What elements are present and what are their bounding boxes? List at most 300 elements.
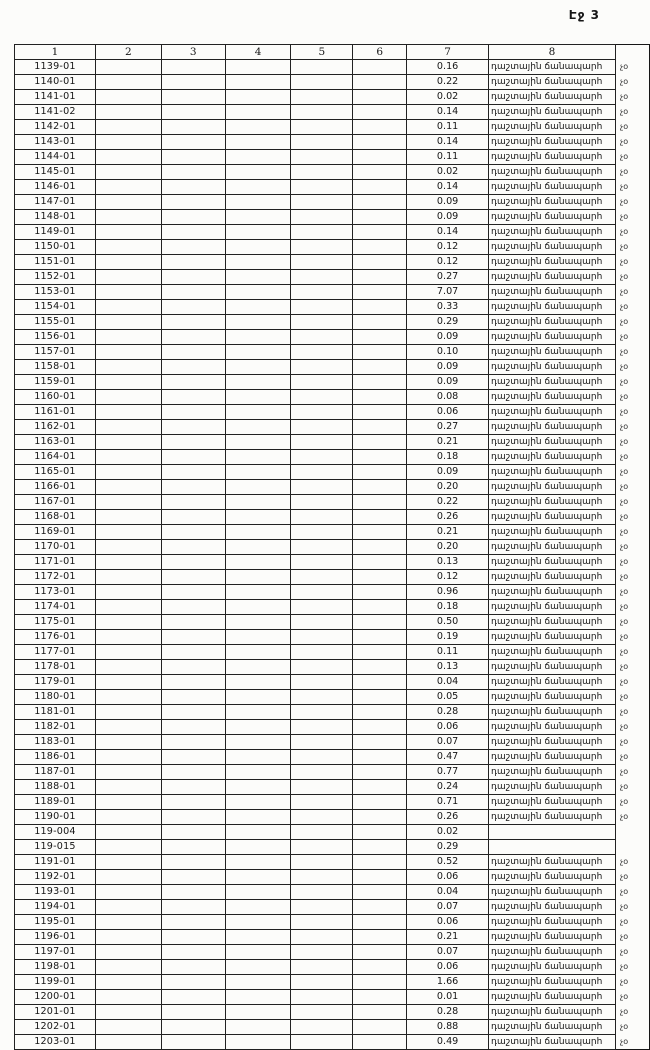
empty-cell-col6 bbox=[353, 60, 407, 75]
table-row bbox=[15, 975, 650, 990]
empty-cell-col3 bbox=[161, 255, 225, 270]
area-value-cell: 0.12 bbox=[407, 255, 489, 270]
margin-mark: չօ bbox=[620, 362, 629, 371]
table-row bbox=[15, 915, 650, 930]
parcel-id-cell: 1156-01 bbox=[15, 330, 96, 345]
table-row bbox=[15, 120, 650, 135]
empty-cell-col4 bbox=[225, 525, 291, 540]
parcel-id-cell: 1147-01 bbox=[15, 195, 96, 210]
margin-mark: չօ bbox=[620, 407, 629, 416]
empty-cell-col2 bbox=[95, 795, 161, 810]
land-use-cell: դաշտային ճանապարհ bbox=[489, 660, 616, 675]
empty-cell-col4 bbox=[225, 885, 291, 900]
empty-cell-col4 bbox=[225, 330, 291, 345]
empty-cell-col4 bbox=[225, 660, 291, 675]
table-row bbox=[15, 510, 650, 525]
parcel-id-cell: 1146-01 bbox=[15, 180, 96, 195]
table-row bbox=[15, 795, 650, 810]
land-use-cell bbox=[489, 825, 616, 840]
empty-cell-col5 bbox=[291, 930, 353, 945]
empty-cell-col6 bbox=[353, 165, 407, 180]
column-header-5: 5 bbox=[291, 45, 353, 60]
parcel-id-cell: 1195-01 bbox=[15, 915, 96, 930]
area-value-cell: 0.50 bbox=[407, 615, 489, 630]
empty-cell-col3 bbox=[161, 885, 225, 900]
empty-cell-col5 bbox=[291, 255, 353, 270]
empty-cell-col5 bbox=[291, 405, 353, 420]
table-row bbox=[15, 945, 650, 960]
empty-cell-col5 bbox=[291, 540, 353, 555]
empty-cell-col3 bbox=[161, 705, 225, 720]
empty-cell-col5 bbox=[291, 150, 353, 165]
empty-cell-col2 bbox=[95, 180, 161, 195]
empty-cell-col3 bbox=[161, 795, 225, 810]
parcel-id-cell: 1171-01 bbox=[15, 555, 96, 570]
land-use-cell: դաշտային ճանապարհ bbox=[489, 390, 616, 405]
parcel-id-cell: 1157-01 bbox=[15, 345, 96, 360]
margin-mark: չօ bbox=[620, 392, 629, 401]
margin-mark: չօ bbox=[620, 1022, 629, 1031]
land-use-cell: դաշտային ճանապարհ bbox=[489, 645, 616, 660]
margin-mark bbox=[616, 825, 650, 840]
land-use-cell: դաշտային ճանապարհ bbox=[489, 915, 616, 930]
empty-cell-col4 bbox=[225, 270, 291, 285]
empty-cell-col4 bbox=[225, 300, 291, 315]
margin-mark: չօ bbox=[620, 767, 629, 776]
empty-cell-col5 bbox=[291, 1020, 353, 1035]
empty-cell-col5 bbox=[291, 105, 353, 120]
empty-cell-col4 bbox=[225, 435, 291, 450]
land-use-cell: դաշտային ճանապարհ bbox=[489, 375, 616, 390]
empty-cell-col6 bbox=[353, 1035, 407, 1050]
area-value-cell: 0.06 bbox=[407, 915, 489, 930]
empty-cell-col6 bbox=[353, 885, 407, 900]
area-value-cell: 0.21 bbox=[407, 525, 489, 540]
parcel-id-cell: 1169-01 bbox=[15, 525, 96, 540]
area-value-cell: 0.04 bbox=[407, 675, 489, 690]
empty-cell-col5 bbox=[291, 615, 353, 630]
empty-cell-col6 bbox=[353, 120, 407, 135]
margin-mark: չօ bbox=[620, 62, 629, 71]
empty-cell-col3 bbox=[161, 300, 225, 315]
table-row bbox=[15, 255, 650, 270]
table-row bbox=[15, 840, 650, 855]
empty-cell-col2 bbox=[95, 450, 161, 465]
empty-cell-col2 bbox=[95, 1035, 161, 1050]
empty-cell-col4 bbox=[225, 375, 291, 390]
empty-cell-col4 bbox=[225, 345, 291, 360]
parcel-id-cell: 1187-01 bbox=[15, 765, 96, 780]
table-row bbox=[15, 225, 650, 240]
empty-cell-col5 bbox=[291, 840, 353, 855]
table-row bbox=[15, 405, 650, 420]
table-row bbox=[15, 555, 650, 570]
empty-cell-col4 bbox=[225, 420, 291, 435]
area-value-cell: 0.77 bbox=[407, 765, 489, 780]
area-value-cell: 0.16 bbox=[407, 60, 489, 75]
empty-cell-col2 bbox=[95, 360, 161, 375]
empty-cell-col6 bbox=[353, 450, 407, 465]
table-row bbox=[15, 285, 650, 300]
empty-cell-col3 bbox=[161, 645, 225, 660]
land-use-cell: դաշտային ճանապարհ bbox=[489, 435, 616, 450]
empty-cell-col5 bbox=[291, 915, 353, 930]
land-use-cell: դաշտային ճանապարհ bbox=[489, 150, 616, 165]
table-row bbox=[15, 420, 650, 435]
empty-cell-col5 bbox=[291, 465, 353, 480]
empty-cell-col4 bbox=[225, 1020, 291, 1035]
empty-cell-col4 bbox=[225, 990, 291, 1005]
empty-cell-col2 bbox=[95, 555, 161, 570]
empty-cell-col6 bbox=[353, 795, 407, 810]
table-row bbox=[15, 525, 650, 540]
table-row bbox=[15, 90, 650, 105]
parcel-id-cell: 1194-01 bbox=[15, 900, 96, 915]
empty-cell-col3 bbox=[161, 90, 225, 105]
empty-cell-col3 bbox=[161, 720, 225, 735]
area-value-cell: 0.09 bbox=[407, 375, 489, 390]
empty-cell-col4 bbox=[225, 810, 291, 825]
empty-cell-col4 bbox=[225, 180, 291, 195]
empty-cell-col6 bbox=[353, 870, 407, 885]
empty-cell-col4 bbox=[225, 690, 291, 705]
area-value-cell: 0.27 bbox=[407, 420, 489, 435]
empty-cell-col6 bbox=[353, 555, 407, 570]
margin-header-spacer bbox=[616, 45, 650, 60]
empty-cell-col5 bbox=[291, 300, 353, 315]
empty-cell-col4 bbox=[225, 735, 291, 750]
empty-cell-col3 bbox=[161, 315, 225, 330]
empty-cell-col2 bbox=[95, 870, 161, 885]
land-use-cell: դաշտային ճանապարհ bbox=[489, 75, 616, 90]
empty-cell-col6 bbox=[353, 135, 407, 150]
empty-cell-col3 bbox=[161, 630, 225, 645]
area-value-cell: 0.08 bbox=[407, 390, 489, 405]
empty-cell-col4 bbox=[225, 510, 291, 525]
area-value-cell: 0.18 bbox=[407, 450, 489, 465]
empty-cell-col2 bbox=[95, 480, 161, 495]
empty-cell-col6 bbox=[353, 390, 407, 405]
margin-mark: չօ bbox=[620, 692, 629, 701]
parcel-id-cell: 1180-01 bbox=[15, 690, 96, 705]
table-row bbox=[15, 660, 650, 675]
empty-cell-col3 bbox=[161, 120, 225, 135]
margin-mark: չօ bbox=[620, 707, 629, 716]
area-value-cell: 0.49 bbox=[407, 1035, 489, 1050]
parcel-id-cell: 1173-01 bbox=[15, 585, 96, 600]
empty-cell-col6 bbox=[353, 675, 407, 690]
land-use-cell: դաշտային ճանապարհ bbox=[489, 90, 616, 105]
empty-cell-col6 bbox=[353, 645, 407, 660]
empty-cell-col3 bbox=[161, 495, 225, 510]
parcel-id-cell: 1168-01 bbox=[15, 510, 96, 525]
margin-mark: չօ bbox=[620, 782, 629, 791]
parcel-id-cell: 119-015 bbox=[15, 840, 96, 855]
area-value-cell: 0.02 bbox=[407, 165, 489, 180]
area-value-cell: 0.10 bbox=[407, 345, 489, 360]
empty-cell-col4 bbox=[225, 945, 291, 960]
margin-mark: չօ bbox=[620, 887, 629, 896]
table-row bbox=[15, 135, 650, 150]
empty-cell-col2 bbox=[95, 570, 161, 585]
empty-cell-col5 bbox=[291, 225, 353, 240]
table-row bbox=[15, 165, 650, 180]
table-row bbox=[15, 855, 650, 870]
table-row bbox=[15, 735, 650, 750]
margin-mark: չօ bbox=[620, 557, 629, 566]
empty-cell-col6 bbox=[353, 315, 407, 330]
area-value-cell: 0.27 bbox=[407, 270, 489, 285]
empty-cell-col5 bbox=[291, 555, 353, 570]
land-use-cell: դաշտային ճանապարհ bbox=[489, 990, 616, 1005]
empty-cell-col6 bbox=[353, 615, 407, 630]
land-use-cell: դաշտային ճանապարհ bbox=[489, 120, 616, 135]
table-row bbox=[15, 720, 650, 735]
margin-mark: չօ bbox=[620, 422, 629, 431]
empty-cell-col5 bbox=[291, 1005, 353, 1020]
area-value-cell: 1.66 bbox=[407, 975, 489, 990]
parcel-id-cell: 1186-01 bbox=[15, 750, 96, 765]
empty-cell-col4 bbox=[225, 600, 291, 615]
area-value-cell: 0.01 bbox=[407, 990, 489, 1005]
empty-cell-col5 bbox=[291, 660, 353, 675]
empty-cell-col3 bbox=[161, 225, 225, 240]
area-value-cell: 0.28 bbox=[407, 705, 489, 720]
empty-cell-col2 bbox=[95, 975, 161, 990]
land-use-cell: դաշտային ճանապարհ bbox=[489, 555, 616, 570]
parcel-id-cell: 1145-01 bbox=[15, 165, 96, 180]
empty-cell-col4 bbox=[225, 450, 291, 465]
empty-cell-col3 bbox=[161, 150, 225, 165]
area-value-cell: 0.22 bbox=[407, 495, 489, 510]
parcel-id-cell: 1141-02 bbox=[15, 105, 96, 120]
land-use-cell: դաշտային ճանապարհ bbox=[489, 210, 616, 225]
margin-mark: չօ bbox=[620, 587, 629, 596]
empty-cell-col3 bbox=[161, 375, 225, 390]
empty-cell-col6 bbox=[353, 915, 407, 930]
empty-cell-col5 bbox=[291, 825, 353, 840]
empty-cell-col2 bbox=[95, 525, 161, 540]
empty-cell-col6 bbox=[353, 930, 407, 945]
margin-mark: չօ bbox=[620, 107, 629, 116]
area-value-cell: 0.02 bbox=[407, 825, 489, 840]
table-row bbox=[15, 435, 650, 450]
parcel-id-cell: 1196-01 bbox=[15, 930, 96, 945]
empty-cell-col6 bbox=[353, 735, 407, 750]
empty-cell-col5 bbox=[291, 165, 353, 180]
empty-cell-col4 bbox=[225, 780, 291, 795]
empty-cell-col5 bbox=[291, 960, 353, 975]
empty-cell-col3 bbox=[161, 420, 225, 435]
empty-cell-col3 bbox=[161, 345, 225, 360]
land-use-cell bbox=[489, 840, 616, 855]
empty-cell-col3 bbox=[161, 165, 225, 180]
empty-cell-col3 bbox=[161, 510, 225, 525]
table-row bbox=[15, 570, 650, 585]
empty-cell-col5 bbox=[291, 525, 353, 540]
table-row bbox=[15, 345, 650, 360]
empty-cell-col3 bbox=[161, 525, 225, 540]
empty-cell-col5 bbox=[291, 750, 353, 765]
empty-cell-col5 bbox=[291, 855, 353, 870]
empty-cell-col4 bbox=[225, 555, 291, 570]
margin-mark: չօ bbox=[620, 242, 629, 251]
empty-cell-col4 bbox=[225, 750, 291, 765]
empty-cell-col4 bbox=[225, 315, 291, 330]
parcel-id-cell: 1192-01 bbox=[15, 870, 96, 885]
parcel-id-cell: 1164-01 bbox=[15, 450, 96, 465]
empty-cell-col3 bbox=[161, 285, 225, 300]
parcel-id-cell: 1161-01 bbox=[15, 405, 96, 420]
empty-cell-col6 bbox=[353, 990, 407, 1005]
empty-cell-col5 bbox=[291, 945, 353, 960]
table-row bbox=[15, 330, 650, 345]
empty-cell-col3 bbox=[161, 615, 225, 630]
area-value-cell: 0.09 bbox=[407, 465, 489, 480]
parcel-id-cell: 1202-01 bbox=[15, 1020, 96, 1035]
empty-cell-col2 bbox=[95, 510, 161, 525]
land-use-cell: դաշտային ճանապարհ bbox=[489, 315, 616, 330]
empty-cell-col2 bbox=[95, 390, 161, 405]
column-header-3: 3 bbox=[161, 45, 225, 60]
parcel-id-cell: 1188-01 bbox=[15, 780, 96, 795]
land-use-cell: դաշտային ճանապարհ bbox=[489, 480, 616, 495]
empty-cell-col3 bbox=[161, 270, 225, 285]
empty-cell-col2 bbox=[95, 930, 161, 945]
empty-cell-col4 bbox=[225, 645, 291, 660]
land-use-cell: դաշտային ճանապարհ bbox=[489, 285, 616, 300]
empty-cell-col2 bbox=[95, 75, 161, 90]
empty-cell-col2 bbox=[95, 825, 161, 840]
parcel-id-cell: 1142-01 bbox=[15, 120, 96, 135]
parcel-id-cell: 1177-01 bbox=[15, 645, 96, 660]
empty-cell-col2 bbox=[95, 810, 161, 825]
empty-cell-col3 bbox=[161, 900, 225, 915]
empty-cell-col3 bbox=[161, 210, 225, 225]
empty-cell-col2 bbox=[95, 840, 161, 855]
empty-cell-col5 bbox=[291, 810, 353, 825]
empty-cell-col4 bbox=[225, 900, 291, 915]
table-row bbox=[15, 210, 650, 225]
empty-cell-col2 bbox=[95, 990, 161, 1005]
empty-cell-col6 bbox=[353, 435, 407, 450]
land-use-cell: դաշտային ճանապարհ bbox=[489, 780, 616, 795]
margin-mark: չօ bbox=[620, 167, 629, 176]
empty-cell-col6 bbox=[353, 360, 407, 375]
table-row bbox=[15, 690, 650, 705]
empty-cell-col5 bbox=[291, 765, 353, 780]
land-use-cell: դաշտային ճանապարհ bbox=[489, 585, 616, 600]
area-value-cell: 0.26 bbox=[407, 810, 489, 825]
empty-cell-col4 bbox=[225, 825, 291, 840]
table-row bbox=[15, 300, 650, 315]
land-use-cell: դաշտային ճանապարհ bbox=[489, 360, 616, 375]
empty-cell-col6 bbox=[353, 660, 407, 675]
empty-cell-col4 bbox=[225, 195, 291, 210]
land-use-cell: դաշտային ճանապարհ bbox=[489, 135, 616, 150]
empty-cell-col3 bbox=[161, 675, 225, 690]
parcel-id-cell: 1158-01 bbox=[15, 360, 96, 375]
empty-cell-col4 bbox=[225, 930, 291, 945]
land-use-cell: դաշտային ճանապարհ bbox=[489, 975, 616, 990]
empty-cell-col5 bbox=[291, 795, 353, 810]
area-value-cell: 0.20 bbox=[407, 480, 489, 495]
table-row bbox=[15, 705, 650, 720]
empty-cell-col2 bbox=[95, 105, 161, 120]
empty-cell-col4 bbox=[225, 1035, 291, 1050]
land-use-cell: դաշտային ճանապարհ bbox=[489, 630, 616, 645]
table-row bbox=[15, 240, 650, 255]
empty-cell-col2 bbox=[95, 600, 161, 615]
empty-cell-col3 bbox=[161, 195, 225, 210]
parcel-id-cell: 1175-01 bbox=[15, 615, 96, 630]
land-use-cell: դաշտային ճանապարհ bbox=[489, 510, 616, 525]
empty-cell-col3 bbox=[161, 1005, 225, 1020]
parcel-id-cell: 1150-01 bbox=[15, 240, 96, 255]
empty-cell-col3 bbox=[161, 540, 225, 555]
empty-cell-col3 bbox=[161, 690, 225, 705]
land-use-cell: դաշտային ճանապարհ bbox=[489, 750, 616, 765]
area-value-cell: 0.04 bbox=[407, 885, 489, 900]
area-value-cell: 0.33 bbox=[407, 300, 489, 315]
land-use-cell: դաշտային ճանապարհ bbox=[489, 600, 616, 615]
margin-mark: չօ bbox=[620, 152, 629, 161]
empty-cell-col3 bbox=[161, 390, 225, 405]
area-value-cell: 0.06 bbox=[407, 405, 489, 420]
parcel-id-cell: 1197-01 bbox=[15, 945, 96, 960]
land-use-cell: դաշտային ճանապարհ bbox=[489, 165, 616, 180]
land-use-cell: դաշտային ճանապարհ bbox=[489, 225, 616, 240]
parcel-id-cell: 1162-01 bbox=[15, 420, 96, 435]
empty-cell-col6 bbox=[353, 210, 407, 225]
empty-cell-col5 bbox=[291, 285, 353, 300]
empty-cell-col2 bbox=[95, 1020, 161, 1035]
parcel-id-cell: 1143-01 bbox=[15, 135, 96, 150]
area-value-cell: 0.29 bbox=[407, 315, 489, 330]
empty-cell-col6 bbox=[353, 1020, 407, 1035]
area-value-cell: 0.07 bbox=[407, 900, 489, 915]
empty-cell-col2 bbox=[95, 705, 161, 720]
parcel-id-cell: 1189-01 bbox=[15, 795, 96, 810]
empty-cell-col6 bbox=[353, 510, 407, 525]
empty-cell-col5 bbox=[291, 75, 353, 90]
table-row bbox=[15, 585, 650, 600]
margin-mark: չօ bbox=[620, 1036, 629, 1046]
margin-mark: չօ bbox=[620, 482, 629, 491]
margin-mark: չօ bbox=[620, 257, 629, 266]
area-value-cell: 0.06 bbox=[407, 960, 489, 975]
empty-cell-col3 bbox=[161, 435, 225, 450]
empty-cell-col5 bbox=[291, 345, 353, 360]
margin-mark: չօ bbox=[620, 917, 629, 926]
empty-cell-col6 bbox=[353, 600, 407, 615]
margin-mark: չօ bbox=[620, 632, 629, 641]
parcel-id-cell: 1151-01 bbox=[15, 255, 96, 270]
empty-cell-col5 bbox=[291, 630, 353, 645]
empty-cell-col3 bbox=[161, 765, 225, 780]
margin-mark: չօ bbox=[620, 722, 629, 731]
table-row bbox=[15, 765, 650, 780]
empty-cell-col6 bbox=[353, 300, 407, 315]
empty-cell-col6 bbox=[353, 375, 407, 390]
area-value-cell: 0.19 bbox=[407, 630, 489, 645]
column-header-2: 2 bbox=[95, 45, 161, 60]
parcel-id-cell: 1174-01 bbox=[15, 600, 96, 615]
empty-cell-col2 bbox=[95, 60, 161, 75]
empty-cell-col3 bbox=[161, 360, 225, 375]
land-use-cell: դաշտային ճանապարհ bbox=[489, 765, 616, 780]
area-value-cell: 0.11 bbox=[407, 150, 489, 165]
